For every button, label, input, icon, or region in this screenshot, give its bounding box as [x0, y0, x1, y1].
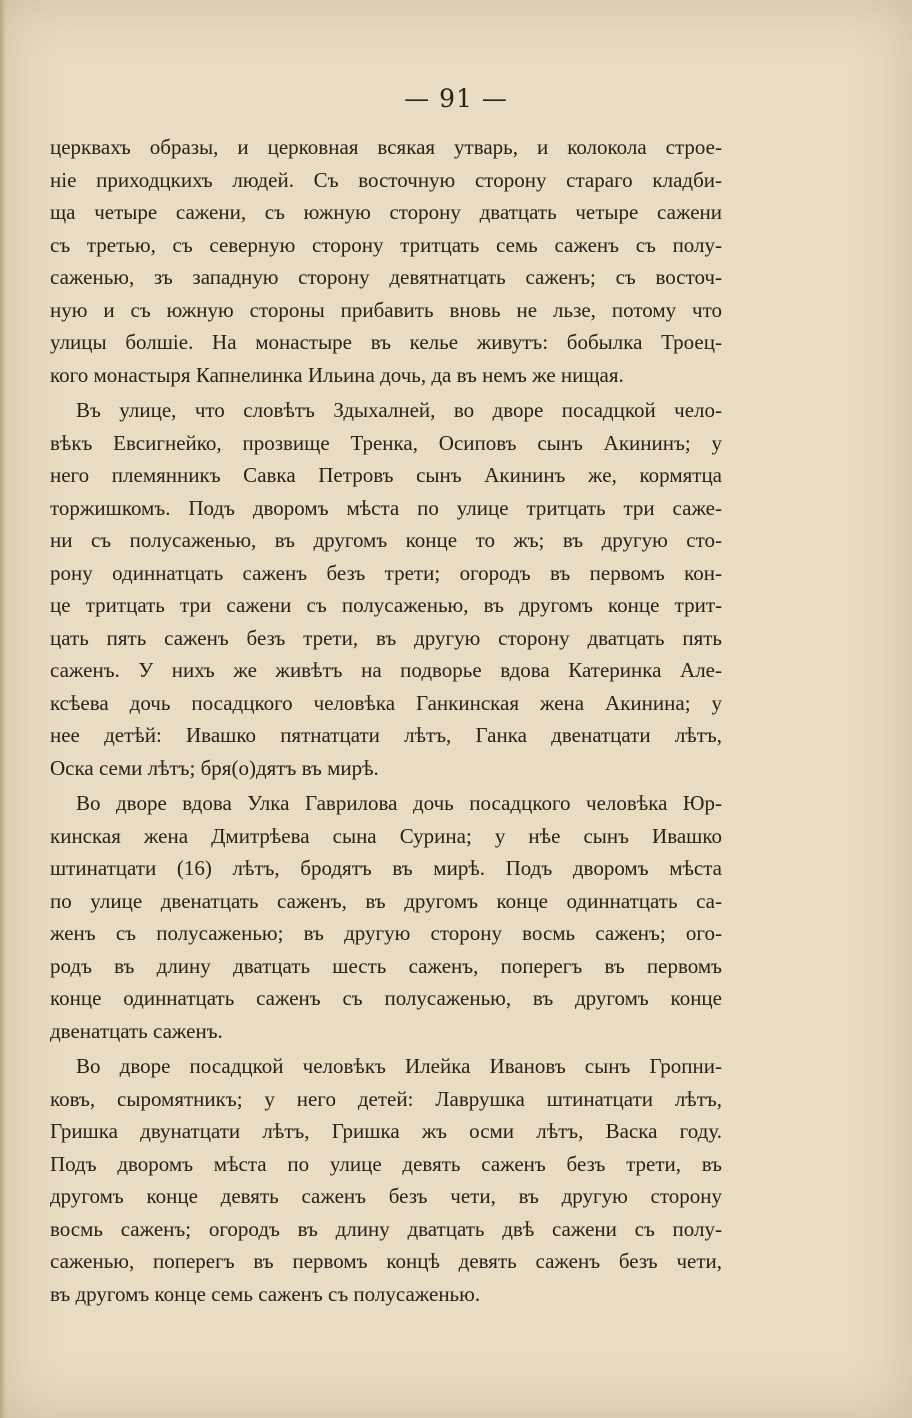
text-line: Во дворе посадцкой человѣкъ Илейка Ивановъ сынъ Гропни-: [76, 1054, 722, 1078]
text-line: цать пять саженъ безъ трети, въ другую сторону дватцать пять: [50, 625, 722, 650]
paragraph-2: [50, 394, 722, 784]
text-line: Во дворе вдова Улка Гаврилова дочь посадцкого человѣка Юр-: [76, 791, 722, 815]
page-binding-edge: [0, 0, 6, 1418]
text-line: въ другомъ конце семь саженъ съ полусаженью.: [50, 1281, 481, 1306]
text-line: женъ съ полусаженью; въ другую сторону восмь саженъ; ого-: [50, 921, 722, 945]
text-line: вѣкъ Евсигнейко, прозвище Тренка, Осиповъ сынъ Акининъ; у: [50, 430, 722, 455]
text-line: ную и съ южную стороны прибавить вновь не льзе, потому что: [50, 297, 722, 322]
text-line: восмь саженъ; огородъ въ длину дватцать двѣ сажени съ полу-: [50, 1216, 722, 1241]
text-line: рону одиннатцать саженъ безъ трети; огородъ въ первомъ кон-: [50, 560, 722, 585]
text-line: ковъ, сыромятникъ; у него детей: Лаврушка штинатцати лѣтъ,: [50, 1086, 722, 1111]
text-line: другомъ конце девять саженъ безъ чети, въ другую сторону: [50, 1184, 722, 1208]
text-line: нее детѣй: Ивашко пятнатцати лѣтъ, Ганка двенатцати лѣтъ,: [50, 723, 722, 747]
text-line: саженью, поперегъ въ первомъ концѣ девять саженъ безъ чети,: [50, 1249, 722, 1273]
text-line: родъ въ длину дватцать шесть саженъ, поперегъ въ первомъ: [50, 953, 722, 978]
text-line: него племянникъ Савка Петровъ сынъ Акининъ же, кормятца: [50, 463, 722, 487]
text-line: штинатцати (16) лѣтъ, бродятъ въ мирѣ. Подъ дворомъ мѣста: [50, 856, 722, 880]
body-text: [50, 131, 722, 1310]
text-line: ни съ полусаженью, въ другомъ конце то жъ; въ другую сто-: [50, 528, 722, 552]
text-line: двенатцать саженъ.: [50, 1018, 223, 1043]
text-line: Гришка двунатцати лѣтъ, Гришка жъ осми лѣтъ, Васка году.: [50, 1119, 722, 1143]
paragraph-1: [50, 131, 722, 391]
paragraph-4: [50, 1050, 722, 1310]
text-line: ксѣева дочь посадцкого человѣка Ганкинская жена Акинина; у: [50, 690, 722, 715]
text-line: Въ улице, что словѣтъ Здыхалней, во дворе посадцкой чело-: [76, 398, 722, 422]
text-line: ща четыре сажени, съ южную сторону дватцать четыре сажени: [50, 200, 722, 224]
paragraph-3: [50, 787, 722, 1047]
text-line: саженъ. У нихъ же живѣтъ на подворье вдова Катеринка Але-: [50, 658, 722, 682]
text-line: церквахъ образы, и церковная всякая утварь, и колокола строе-: [50, 135, 722, 159]
text-line: конце одиннатцать саженъ съ полусаженью, въ другомъ конце: [50, 986, 722, 1010]
text-line: торжишкомъ. Подъ дворомъ мѣста по улице тритцать три саже-: [50, 495, 722, 520]
text-line: кого монастыря Капнелинка Ильина дочь, да въ немъ же нищая.: [50, 362, 624, 387]
text-line: саженью, зъ западную сторону девятнатцать саженъ; съ восточ-: [50, 265, 722, 289]
text-line: съ третью, съ северную сторону тритцать семь саженъ съ полу-: [50, 232, 722, 257]
text-line: це тритцать три сажени съ полусаженью, въ другомъ конце трит-: [50, 593, 722, 617]
text-line: Оска семи лѣтъ; бря(о)дятъ въ мирѣ.: [50, 755, 379, 780]
text-line: кинская жена Дмитрѣева сына Сурина; у нѣе сынъ Ивашко: [50, 823, 722, 848]
text-line: улицы болшіе. На монастыре въ келье живутъ: бобылка Троец-: [50, 330, 722, 354]
page-number: — 91 —: [404, 84, 508, 113]
text-line: по улице двенатцать саженъ, въ другомъ конце одиннатцать са-: [50, 888, 722, 913]
text-line: ніе приходцкихъ людей. Съ восточную сторону стараго кладби-: [50, 167, 722, 192]
text-line: Подъ дворомъ мѣста по улице девять саженъ безъ трети, въ: [50, 1151, 722, 1176]
